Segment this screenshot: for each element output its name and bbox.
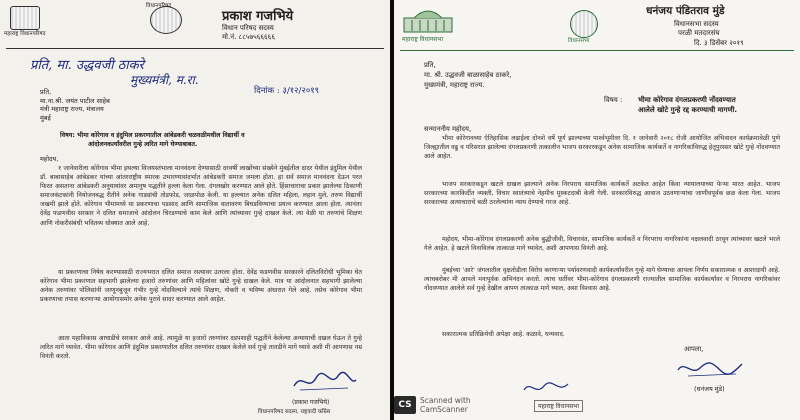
- subject-line: आंदोलनकर्त्यांवरील गुन्हे त्वरित मागे घेण्याबाबत.: [88, 141, 198, 148]
- printed-address: [424, 60, 511, 90]
- letterhead-divider: [6, 48, 384, 49]
- state-emblem-icon: [570, 10, 598, 38]
- council-label: महाराष्ट्र विधानपरिषद: [4, 31, 46, 37]
- sender-constituency: परळी मतदारसंघ: [678, 29, 720, 37]
- subject-line: भीमा कोरेगाव दंगलप्रकरणी नोंदवण्यात: [638, 96, 736, 104]
- body-paragraph: मुंबईच्या 'आरे' जंगलातील वृक्षतोडीला विरोध करणाऱ्या पर्यावरणवादी कार्यकर्त्यांवरील गुन्हे मागे घेण्याचा आपला निर्णय सकारात्मक व आशादायी आहे. त्याचबरोबर मी आपले मनःपूर्वक अभिनंदन करतो. त्याच धर्तीवर भीमा-कोरेगाव दंगलप्रकरणी राज्यातील सामाजिक कार्यकर्त्यांवर व निरपराध नागरिकांवर नोंदवण्यात आलेले सर्व गुन्हे देखील आपण तात्काळ मागे घ्याल, असा विश्वास आहे.: [424, 267, 780, 293]
- right-letter: [394, 0, 800, 420]
- handwritten-date: दिनांक : ३/१२/२०१९: [254, 86, 320, 96]
- assembly-label: महाराष्ट्र विधानसभा: [402, 36, 444, 43]
- council-logo-icon: [10, 6, 40, 30]
- assembly-building-icon: [402, 4, 454, 34]
- address-line: मा. श्री. उद्धवजी बाळासाहेब ठाकरे,: [424, 71, 512, 79]
- signatory-name: (प्रकाश गजभिये): [292, 399, 330, 406]
- signature-icon: [290, 368, 360, 394]
- camscanner-logo: CS: [394, 396, 416, 414]
- address-line: मंत्री महाराष्ट्र राज्य, मंत्रालय: [40, 105, 104, 113]
- subject-line: आलेले खोटे गुन्हे रद्द करण्याची मागणी.: [638, 106, 738, 114]
- body-paragraph: भीमा कोरेगावच्या ऐतिहासिक लढाईला दोनशे वर्षे पूर्ण झाल्याच्या पार्श्वभूमीवर दि. १ जानेवारी २०१८ रोजी आयोजित अभिवादन कार्यक्रमावेळी पुणे जिल्ह्यातील वढु व परिसरात झालेल्या दंगलप्रकरणी तत्कालीन भाजप सरकारकडून अनेक सामाजिक कार्यकर्ते व नागरिकांविरुद्ध हेतूपुरस्सर खोटे गुन्हे नोंदवण्यात आले आहेत.: [424, 135, 780, 161]
- body-paragraph: या प्रकरणाचा निषेध करण्यासाठी राज्यभरात दलित समाज रस्त्यावर उतरला होता. देवेंद्र फडणवीस सरकारने दलितविरोधी भूमिका घेत कोरेगाव भीमा प्रकरणात सहभागी झालेल्या हजारो तरुणांवर आणि महिलांवर खोटे गुन्हे दाखल केले. मात्र या आंदोलनात सहभागी झालेल्या अनेक तरुणांवर पोलिसांनी जाणूनबुजून गंभीर गुन्हे नोंदविल्याने त्यांचे शिक्षण, नोकरी व भविष्य अंधारात गेले आहे. तसेच कोरेगाव भीमा प्रकरणाचा तपास करणाऱ्या आयोगासमोर अनेक पुरावे सादर करण्यात आले आहेत.: [40, 269, 363, 304]
- body-paragraph: आता महाविकास आघाडीचे सरकार आले आहे. त्यामुळे या हजारो तरुणांवर दडपशाही पद्धतीने केलेल्या अन्यायाची दखल घेऊन ते गुन्हे त्वरित मागे घ्यावेत. भीमा कोरेगाव आणि इंदुमिल प्रकरणातील दलित तरुणांवर दाखल केलेले सर्व गुन्हे तातडीने मागे घ्यावे अशी मी आपणास नम्र विनंती करतो.: [40, 335, 362, 361]
- subject-label: विषय :: [604, 96, 623, 104]
- state-emblem-icon: [150, 6, 182, 34]
- subject-line: विषय: भीमा कोरेगाव व इंदुमिल प्रकरणातील आंबेडकरी चळवळीमधील विद्यार्थी व: [60, 132, 245, 139]
- printed-address: [40, 88, 110, 122]
- official-stamp: महाराष्ट्र विधानसभा: [534, 400, 583, 412]
- letterhead-divider: [400, 50, 794, 51]
- salutation: महोदय,: [40, 155, 59, 163]
- address-line: मुख्यमंत्री, महाराष्ट्र राज्य.: [424, 81, 485, 89]
- address-line: प्रति,: [424, 61, 436, 69]
- letter-date: दि. ३ डिसेंबर २०१९: [694, 39, 744, 47]
- sender-name: धनंजय पंडितराव मुंडे: [646, 5, 725, 17]
- handwritten-recipient: प्रति, मा. उद्धवजी ठाकरे: [30, 58, 144, 73]
- watermark-line: CamScanner: [420, 405, 468, 414]
- handwritten-designation: मुख्यमंत्री, म.रा.: [130, 73, 199, 87]
- emblem-label: विधानपरिषद: [146, 3, 172, 9]
- sender-title: विधान परिषद सदस्य: [222, 24, 274, 32]
- sender-mobile: मो.नं. ८८५७५६६६६६: [222, 33, 275, 41]
- left-letter: [0, 0, 390, 420]
- body-paragraph: सकारात्मक प्रतिक्रियेची अपेक्षा आहे. कळावे, धन्यवाद.: [442, 331, 565, 338]
- address-line: मा.ना.श्री. जयंत पाटील साहेब: [40, 96, 110, 105]
- signatory-name: (धनंजय मुंडे): [694, 385, 725, 393]
- address-line: मुंबई: [40, 113, 51, 122]
- sender-name: प्रकाश गजभिये: [222, 9, 294, 24]
- body-paragraph: महोदय, भीमा-कोरेगाव दंगलप्रकरणी अनेक बुद्धीजीवी, विचारवंत, सामाजिक कार्यकर्ते व निरपराध नागरिकांना नक्षलवादी ठरवून त्यांच्यावर खटले भरले गेले आहेत. हे खटले विनाविलंब तात्काळ मागे घ्यावेत, अशी आपणास विनंती आहे.: [424, 236, 780, 253]
- body-paragraph: १ जानेवारीला कोरेगाव भीमा इथल्या विजयस्तंभाला मानवंदना देण्यासाठी दरवर्षी लाखोंच्या संख्येने मुंबईतील दादर येथील इंदुमिल येथील डॉ. बाबासाहेब आंबेडकर यांच्या आंतरराष्ट्रीय स्मारक उभारण्यासंदर्भात आंबेडकरी समाज जमला होता. हा सर्व समाज मानवंदना देऊन परत फिरत असताना आंबेडकरी अनुयायांवर अमानुष पद्धतीने हल्ला केला गेला. दंगलखोर करण्यात आले होते. हिंसाचाराचा प्रकार झालेल्या ठिकाणी समाजकंटकांनी नियोजनबद्ध रीतीने अनेक गाड्यांची तोडफोड, जाळपोळ केली. या हल्ल्यात अनेक दलित महिला, लहान मुले, तरुण विद्यार्थी जखमी झाले होते. कोरेगाव भीमामध्ये या प्रकरणाचा पडसाद आणि सामाजिक वातावरण बिघडविण्याचा प्रयत्न करण्यात आला होता. त्यानंतर देवेंद्र फडणवीस सरकार ने दलित समाजाचे आंदोलन चिरडण्याचे काम केले आणि त्यांच्यावर गुन्हे दाखल केले. त्या वेळी या तरुणांचे शिक्षण आणि नोकरीसंबंधी भवितव्य धोक्यात आले आहे.: [40, 165, 362, 227]
- emblem-label: विधानसभा: [568, 38, 590, 44]
- body-paragraph: भाजप सरकारकडून खटले दाखल झाल्याने अनेक निरपराध सामाजिक कार्यकर्ते अटकेत आहेत किंवा न्यायालयाच्या फेऱ्या मारत आहेत. भाजप सरकारच्या कारकिर्दीत व्यक्ती, विचार स्वातंत्र्याचे नेहमीच मुस्कटदाबी केली गेली. सरकारविरुद्ध आवाज उठवणाऱ्यांचा जाणीवपूर्वक छळ केला गेला. भाजप सरकारच्या अत्याचाराचे बळी ठरलेल्यांना न्याय देण्याचे गरज आहे.: [424, 181, 780, 207]
- camscanner-watermark: [394, 392, 506, 418]
- signatory-title: विधानपरिषद सदस्य, राष्ट्रवादी काँग्रेस: [258, 409, 331, 415]
- salutation: सन्माननीय महोदय,: [424, 125, 472, 133]
- address-line: प्रति,: [40, 88, 52, 96]
- initials-signature-icon: [522, 378, 572, 398]
- signature-icon: [674, 356, 746, 380]
- closing: आपला,: [684, 345, 704, 353]
- watermark-line: Scanned with: [420, 396, 471, 405]
- sender-title: विधानसभा सदस्य: [674, 20, 719, 28]
